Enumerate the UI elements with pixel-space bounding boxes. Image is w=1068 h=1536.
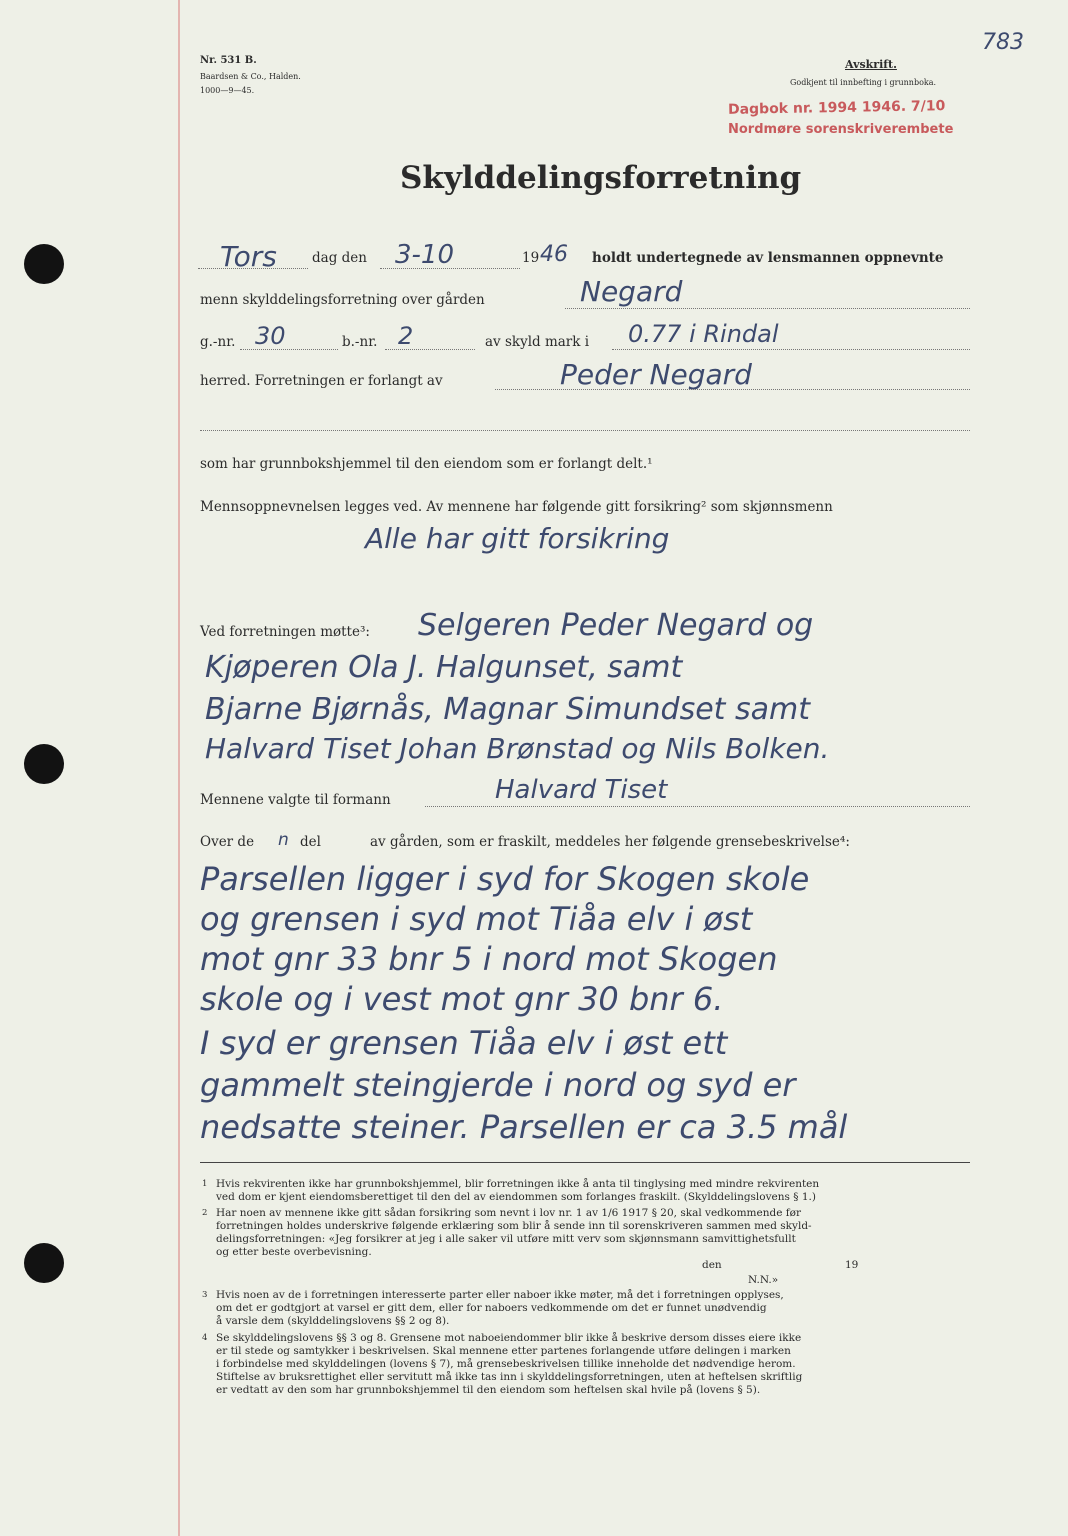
mennsopp-text: Mennsoppnevnelsen legges ved. Av mennene har følgende gitt forsikring² som skjønnsmenn [200, 499, 833, 515]
punch-hole [24, 244, 64, 284]
footnote-line: Se skylddelingslovens §§ 3 og 8. Grensene mot naboeiendommer blir ikke å beskrive dersom disses eiere ikke [216, 1332, 802, 1344]
copy-title: Avskrift. [845, 58, 897, 71]
farm-name-hw: Negard [580, 275, 683, 308]
attendee-line: Halvard Tiset Johan Brønstad og Nils Bolken. [205, 732, 830, 765]
footnote-line: i forbindelse med skylddelingen (lovens § 7), må grensebeskrivelsen tillike inneholde det nødvendige herom. [216, 1358, 796, 1370]
footnote-line: Har noen av mennene ikke gitt sådan forsikring som nevnt i lov nr. 1 av 1/6 1917 § 20, skal vedkommende før [216, 1207, 801, 1219]
footnote-year: 19 [845, 1259, 859, 1271]
bnr-hw: 2 [398, 322, 414, 350]
year-hw: 46 [540, 242, 568, 267]
menn-text: menn skylddelingsforretning over gården [200, 292, 485, 308]
footnote-line: Hvis rekvirenten ikke har grunnbokshjemmel, blir forretningen ikke å anta til tinglysing med mindre rekvirenten [216, 1178, 820, 1190]
year-prefix: 19 [522, 250, 540, 266]
boundary-line: skole og i vest mot gnr 30 bnr 6. [200, 980, 724, 1018]
gnr-hw: 30 [255, 322, 286, 350]
fill-line [565, 308, 970, 309]
fill-line [200, 430, 970, 431]
fill-line [385, 349, 475, 350]
fill-line [380, 268, 520, 269]
boundary-line: gammelt steingjerde i nord og syd er [200, 1066, 796, 1104]
printer-name: Baardsen & Co., Halden. [200, 72, 301, 81]
footnote-number: 1 [202, 1179, 208, 1189]
gnr-label: g.-nr. [200, 334, 236, 350]
boundary-line: og grensen i syd mot Tiåa elv i øst [200, 900, 753, 938]
punch-hole [24, 1243, 64, 1283]
skyld-label: av skyld mark i [485, 334, 590, 350]
copy-note: Godkjent til innbefting i grunnboka. [790, 78, 937, 87]
dag-den-label: dag den [312, 250, 367, 266]
attendee-line: Bjarne Bjørnås, Magnar Simundset samt [205, 692, 810, 727]
boundary-line: Parsellen ligger i syd for Skogen skole [200, 860, 810, 898]
skyld-hw: 0.77 i Rindal [628, 320, 779, 348]
formann-hw: Halvard Tiset [495, 775, 668, 805]
bnr-label: b.-nr. [342, 334, 378, 350]
requester-hw: Peder Negard [560, 358, 752, 391]
fill-line [425, 806, 970, 807]
form-number: Nr. 531 B. [200, 55, 257, 66]
fill-line [612, 349, 970, 350]
del-label: del [300, 834, 321, 850]
footnote-line: er til stede og samtykker i beskrivelsen. Skal mennene etter partenes forlangende utføre delingen i marken [216, 1345, 791, 1357]
print-run: 1000—9—45. [200, 86, 255, 95]
footnote-line: Stiftelse av bruksrettighet eller servitutt må ikke tas inn i skylddelingsforretningen, uten at heftelsen skriftlig [216, 1371, 803, 1383]
margin-line [178, 0, 180, 1536]
grunnbok-text: som har grunnbokshjemmel til den eiendom som er forlangt delt.¹ [200, 456, 653, 472]
court-stamp: Nordmøre sorenskriverembete [728, 122, 954, 137]
over-hw-n: n [278, 830, 289, 850]
footnote-number: 3 [202, 1290, 208, 1300]
diary-stamp [728, 98, 946, 118]
footnote-line: om det er godtgjort at varsel er gitt dem, eller for naboers vedkommende om det er funnet unødvendig [216, 1302, 767, 1314]
fill-line [198, 268, 308, 269]
footnote-nn: N.N.» [748, 1274, 779, 1286]
grense-label: av gården, som er fraskilt, meddeles her følgende grensebeskrivelse⁴: [370, 834, 850, 850]
footnote-line: ved dom er kjent eiendomsberettiget til den del av eiendommen som forlanges fraskilt. (Skylddelingslovens § 1.) [216, 1191, 816, 1203]
boundary-line: nedsatte steiner. Parsellen er ca 3.5 mål [200, 1108, 848, 1146]
fill-line [495, 389, 970, 390]
footnote-line: Hvis noen av de i forretningen interesserte parter eller naboer ikke møter, må det i forretningen opplyses, [216, 1289, 784, 1301]
footnote-line: er vedtatt av den som har grunnbokshjemmel til den eiendom som heftelsen skal hvile på (lovens § 5). [216, 1384, 761, 1396]
footnote-number: 2 [202, 1208, 208, 1218]
footnote-number: 4 [202, 1333, 208, 1343]
fill-line [240, 349, 338, 350]
footnote-divider [200, 1162, 970, 1163]
date-hw: 3-10 [395, 240, 455, 270]
footnote-line: og etter beste overbevisning. [216, 1246, 372, 1258]
boundary-line: I syd er grensen Tiåa elv i øst ett [200, 1024, 728, 1062]
diary-stamp-line1: Dagbok nr. 1994 1946. 7/10 [727, 98, 946, 118]
formann-label: Mennene valgte til formann [200, 792, 391, 808]
holdt-text: holdt undertegnede av lensmannen oppnevnte [592, 250, 944, 266]
form-title: Skylddelingsforretning [400, 160, 802, 196]
attendees-label: Ved forretningen møtte³: [200, 624, 370, 640]
footnote-line: å varsle dem (skylddelingslovens §§ 2 og 8). [216, 1315, 450, 1327]
attendee-line: Selgeren Peder Negard og [418, 608, 814, 643]
footnote-line: delingsforretningen: «Jeg forsikrer at jeg i alle saker vil utføre mitt verv som skjønnsmann samvittighetsfullt [216, 1233, 796, 1245]
footnote-line: forretningen holdes underskrive følgende erklæring som blir å sende inn til sorenskriveren sammen med skyld- [216, 1220, 812, 1232]
weekday-hw: Tors [220, 240, 277, 273]
page-number: 783 [982, 30, 1024, 55]
over-label: Over de [200, 834, 255, 850]
herred-text: herred. Forretningen er forlangt av [200, 373, 443, 389]
forsikring-hw: Alle har gitt forsikring [365, 522, 670, 555]
footnote-den: den [702, 1259, 722, 1271]
punch-hole [24, 744, 64, 784]
boundary-line: mot gnr 33 bnr 5 i nord mot Skogen [200, 940, 778, 978]
attendee-line: Kjøperen Ola J. Halgunset, samt [205, 650, 683, 685]
